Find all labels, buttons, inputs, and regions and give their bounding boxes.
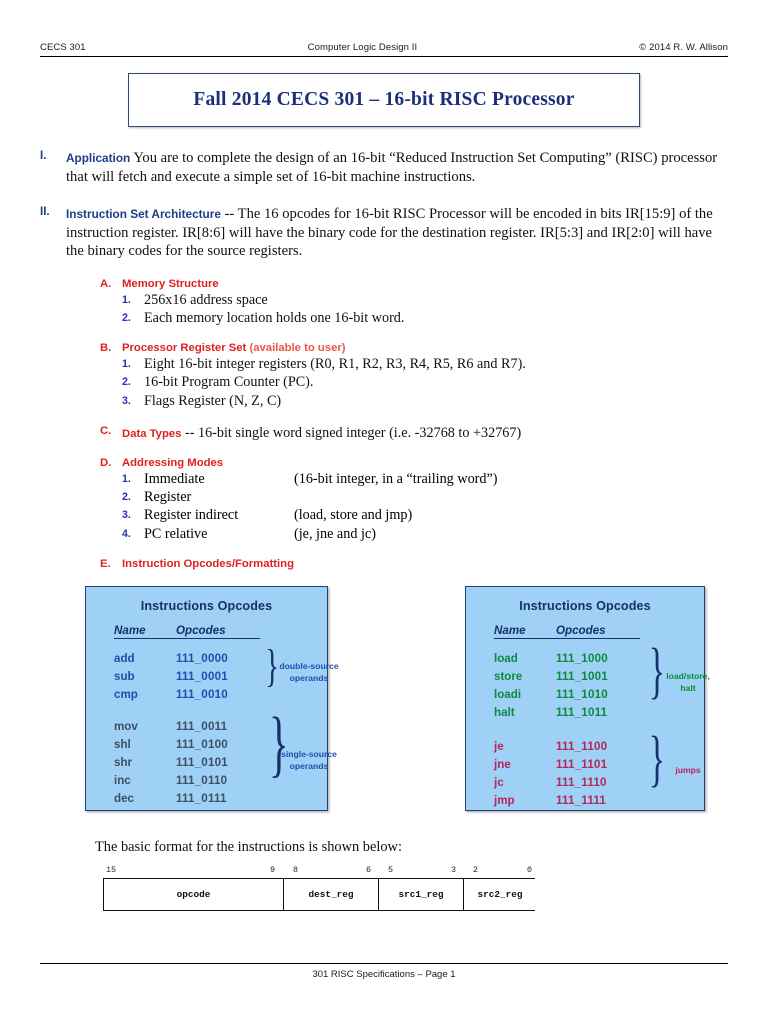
group-note-line2: operands bbox=[289, 672, 329, 683]
item-text: Flags Register (N, Z, C) bbox=[144, 392, 282, 409]
item-note: (16-bit integer, in a “trailing word”) bbox=[294, 471, 498, 488]
column-header-opcodes: Opcodes bbox=[176, 624, 260, 639]
spacer bbox=[40, 265, 728, 278]
item-text: PC relative bbox=[144, 525, 208, 542]
subsection-c-title-main: Data Types bbox=[122, 428, 182, 441]
opcode-row bbox=[494, 791, 704, 809]
opcode-name: jc bbox=[494, 775, 504, 789]
opcode-value: 111_0001 bbox=[176, 669, 228, 683]
item-marker: 2. bbox=[122, 376, 131, 389]
opcode-group-jumps bbox=[494, 725, 704, 809]
opcode-value: 111_0011 bbox=[176, 719, 228, 733]
header-left: CECS 301 bbox=[40, 42, 86, 53]
opcode-value: 111_1001 bbox=[556, 669, 608, 683]
group-note-line1: single-source bbox=[281, 749, 337, 760]
opcode-name: loadi bbox=[494, 687, 522, 701]
opcode-value: 111_1111 bbox=[556, 793, 606, 807]
section-ii-text: -- The 16 opcodes for 16-bit RISC Processor will be encoded in bits IR[15:9] of the instruction register. IR[8:6] will have the binary code for the destination register. IR[5:3] and IR[2:0] will have the binary codes for the source registers. bbox=[66, 206, 713, 260]
opcode-name: shl bbox=[114, 737, 131, 751]
opcode-value: 111_0111 bbox=[176, 791, 227, 805]
header-center: Computer Logic Design II bbox=[307, 42, 418, 53]
opcode-name: jmp bbox=[494, 793, 515, 807]
instruction-format-diagram bbox=[95, 839, 728, 911]
opcode-box-right bbox=[465, 586, 710, 811]
section-ii-body bbox=[66, 205, 728, 261]
spacer bbox=[40, 329, 728, 342]
item-text: Eight 16-bit integer registers (R0, R1, R2, R3, R4, R5, R6 and R7). bbox=[144, 356, 526, 373]
subsection-b-title-suffix: (available to user) bbox=[246, 342, 346, 355]
bit-index-ruler bbox=[103, 865, 535, 878]
column-header-name: Name bbox=[114, 624, 176, 639]
opcode-row bbox=[494, 649, 704, 667]
opcode-row bbox=[114, 771, 327, 789]
subsection-e-title: Instruction Opcodes/Formatting bbox=[122, 558, 294, 571]
opcode-row bbox=[114, 717, 327, 735]
item-marker: 4. bbox=[122, 527, 131, 540]
opcode-left-column-headers bbox=[114, 624, 327, 639]
subsection-b-list bbox=[122, 356, 728, 410]
subsection-e-heading bbox=[100, 558, 728, 570]
title-banner bbox=[128, 73, 640, 127]
item-body bbox=[144, 526, 376, 544]
subsection-b-title bbox=[122, 342, 346, 354]
item-body bbox=[144, 489, 294, 507]
item-body bbox=[144, 471, 498, 489]
item-text: 16-bit Program Counter (PC). bbox=[144, 374, 314, 391]
opcode-name: add bbox=[114, 651, 135, 665]
subsection-processor-register-set bbox=[100, 342, 728, 410]
opcode-row bbox=[114, 685, 327, 703]
document-body bbox=[40, 149, 728, 911]
group-note-jumps bbox=[652, 765, 724, 777]
opcode-name: cmp bbox=[114, 687, 138, 701]
subsection-c-heading bbox=[100, 425, 728, 442]
opcode-box-left bbox=[85, 586, 339, 811]
subsection-b-heading bbox=[100, 342, 728, 354]
section-application bbox=[40, 149, 728, 186]
running-header bbox=[40, 0, 728, 53]
opcode-name: dec bbox=[114, 791, 134, 805]
bit-label-5: 5 bbox=[388, 865, 394, 876]
group-brace-icon: } bbox=[648, 637, 666, 706]
subsection-a-title: Memory Structure bbox=[122, 277, 219, 290]
opcode-name: sub bbox=[114, 669, 135, 683]
subsection-marker-e: E. bbox=[100, 558, 111, 571]
subsection-data-types bbox=[100, 425, 728, 442]
field-src1-reg: src1_reg bbox=[379, 879, 464, 910]
bit-label-8: 8 bbox=[293, 865, 299, 876]
opcode-row bbox=[114, 789, 327, 807]
header-divider bbox=[40, 56, 728, 57]
spacer bbox=[40, 190, 728, 205]
bit-label-15: 15 bbox=[106, 865, 117, 876]
bit-label-0: 0 bbox=[527, 865, 533, 876]
subsection-marker-b: B. bbox=[100, 342, 112, 355]
item-text: Register indirect bbox=[144, 507, 239, 524]
section-i-text: You are to complete the design of an 16-bit “Reduced Instruction Set Computing” (RISC) processor that will fetch and execute a simple set of 16-bit machine instructions. bbox=[66, 150, 718, 185]
field-dest-reg: dest_reg bbox=[284, 879, 379, 910]
spacer bbox=[40, 444, 728, 457]
opcode-value: 111_1100 bbox=[556, 739, 608, 753]
subsection-d-list bbox=[122, 471, 728, 543]
group-note-single-source bbox=[271, 749, 347, 772]
opcode-value: 111_0110 bbox=[176, 773, 228, 787]
item-text: 256x16 address space bbox=[144, 291, 268, 308]
opcode-value: 111_1010 bbox=[556, 687, 608, 701]
group-brace-icon: } bbox=[648, 725, 666, 794]
spacer bbox=[40, 412, 728, 425]
group-brace-icon: } bbox=[265, 640, 279, 692]
item-marker: 1. bbox=[122, 473, 131, 486]
subsection-c-title-detail: -- 16-bit single word signed integer (i.e. -32768 to +32767) bbox=[181, 425, 522, 442]
item-text: Register bbox=[144, 489, 192, 506]
opcode-value: 111_1101 bbox=[556, 757, 608, 771]
footer-text: 301 RISC Specifications – Page 1 bbox=[312, 969, 456, 980]
group-note-line1: load/store, bbox=[666, 671, 710, 682]
item-marker: 1. bbox=[122, 358, 131, 371]
item-text: Immediate bbox=[144, 471, 205, 488]
group-note-line2: halt bbox=[680, 682, 696, 693]
list-item bbox=[122, 356, 728, 374]
subsection-marker-a: A. bbox=[100, 277, 112, 290]
list-item bbox=[122, 507, 728, 525]
page-footer bbox=[40, 963, 728, 980]
opcode-name: je bbox=[494, 739, 504, 753]
format-caption: The basic format for the instructions is shown below: bbox=[95, 839, 402, 856]
group-note-line1: double-source bbox=[279, 661, 339, 672]
list-item bbox=[122, 526, 728, 544]
group-note-load-store bbox=[652, 671, 724, 694]
subsection-instruction-opcodes-formatting bbox=[100, 558, 728, 570]
field-src2-reg: src2_reg bbox=[464, 879, 536, 910]
list-item bbox=[122, 374, 728, 392]
section-marker-ii: II. bbox=[40, 206, 50, 219]
opcode-name: shr bbox=[114, 755, 133, 769]
opcode-tables bbox=[85, 586, 710, 811]
opcode-name: mov bbox=[114, 719, 138, 733]
opcode-name: jne bbox=[494, 757, 511, 771]
subsection-marker-c: C. bbox=[100, 425, 112, 438]
subsection-d-title: Addressing Modes bbox=[122, 457, 224, 470]
footer-divider bbox=[40, 963, 728, 964]
opcode-value: 111_0100 bbox=[176, 737, 228, 751]
bit-label-3: 3 bbox=[451, 865, 457, 876]
column-header-name: Name bbox=[494, 624, 556, 639]
section-ii-lead: Instruction Set Architecture bbox=[66, 207, 221, 222]
header-right: © 2014 R. W. Allison bbox=[639, 42, 728, 53]
item-text: Each memory location holds one 16-bit word. bbox=[144, 309, 405, 326]
list-item bbox=[122, 471, 728, 489]
subsection-memory-structure bbox=[100, 278, 728, 328]
opcode-name: inc bbox=[114, 773, 131, 787]
opcode-group-load-store-halt bbox=[494, 637, 710, 721]
opcode-row bbox=[494, 737, 704, 755]
opcode-name: store bbox=[494, 669, 523, 683]
page-title: Fall 2014 CECS 301 – 16-bit RISC Processor bbox=[193, 89, 575, 110]
opcode-value: 111_1011 bbox=[556, 705, 608, 719]
opcode-value: 111_1000 bbox=[556, 651, 608, 665]
item-marker: 3. bbox=[122, 394, 131, 407]
list-item bbox=[122, 310, 728, 328]
opcode-name: load bbox=[494, 651, 518, 665]
spacer bbox=[40, 545, 728, 558]
opcode-right-column-headers bbox=[494, 624, 704, 639]
subsection-addressing-modes bbox=[100, 457, 728, 543]
opcode-row bbox=[494, 703, 704, 721]
item-body bbox=[144, 507, 412, 525]
group-brace-icon: } bbox=[268, 703, 289, 786]
field-opcode: opcode bbox=[104, 879, 284, 910]
opcode-box-right-title: Instructions Opcodes bbox=[519, 599, 651, 614]
subsection-a-list bbox=[122, 292, 728, 328]
opcode-value: 111_0010 bbox=[176, 687, 228, 701]
bit-label-6: 6 bbox=[366, 865, 372, 876]
opcode-group-double-source bbox=[114, 640, 339, 703]
item-marker: 2. bbox=[122, 311, 131, 324]
section-isa bbox=[40, 205, 728, 261]
column-header-opcodes: Opcodes bbox=[556, 624, 640, 639]
subsection-a-heading bbox=[100, 278, 728, 290]
subsection-marker-d: D. bbox=[100, 457, 112, 470]
list-item bbox=[122, 292, 728, 310]
list-item bbox=[122, 489, 728, 507]
opcode-group-single-source bbox=[114, 703, 337, 807]
instruction-word-fields bbox=[103, 878, 535, 911]
subsection-d-heading bbox=[100, 457, 728, 469]
group-note-line1: jumps bbox=[675, 765, 701, 776]
item-note: (load, store and jmp) bbox=[294, 507, 413, 524]
opcode-name: halt bbox=[494, 705, 515, 719]
opcode-value: 111_0000 bbox=[176, 651, 228, 665]
opcode-value: 111_0101 bbox=[176, 755, 228, 769]
item-marker: 1. bbox=[122, 293, 131, 306]
section-marker-i: I. bbox=[40, 150, 47, 162]
group-note-double-source bbox=[273, 661, 345, 684]
opcode-box-left-title: Instructions Opcodes bbox=[140, 599, 273, 614]
item-marker: 2. bbox=[122, 491, 131, 504]
group-note-line2: operands bbox=[289, 760, 329, 771]
bit-label-2: 2 bbox=[473, 865, 479, 876]
subsection-c-title bbox=[122, 425, 521, 442]
section-i-body bbox=[66, 149, 728, 186]
subsection-b-title-main: Processor Register Set bbox=[122, 342, 247, 355]
item-note: (je, jne and jc) bbox=[294, 525, 376, 542]
item-marker: 3. bbox=[122, 509, 131, 522]
list-item bbox=[122, 393, 728, 411]
bit-label-9: 9 bbox=[270, 865, 276, 876]
opcode-value: 111_1110 bbox=[556, 775, 607, 789]
section-i-lead: Application bbox=[66, 151, 131, 165]
